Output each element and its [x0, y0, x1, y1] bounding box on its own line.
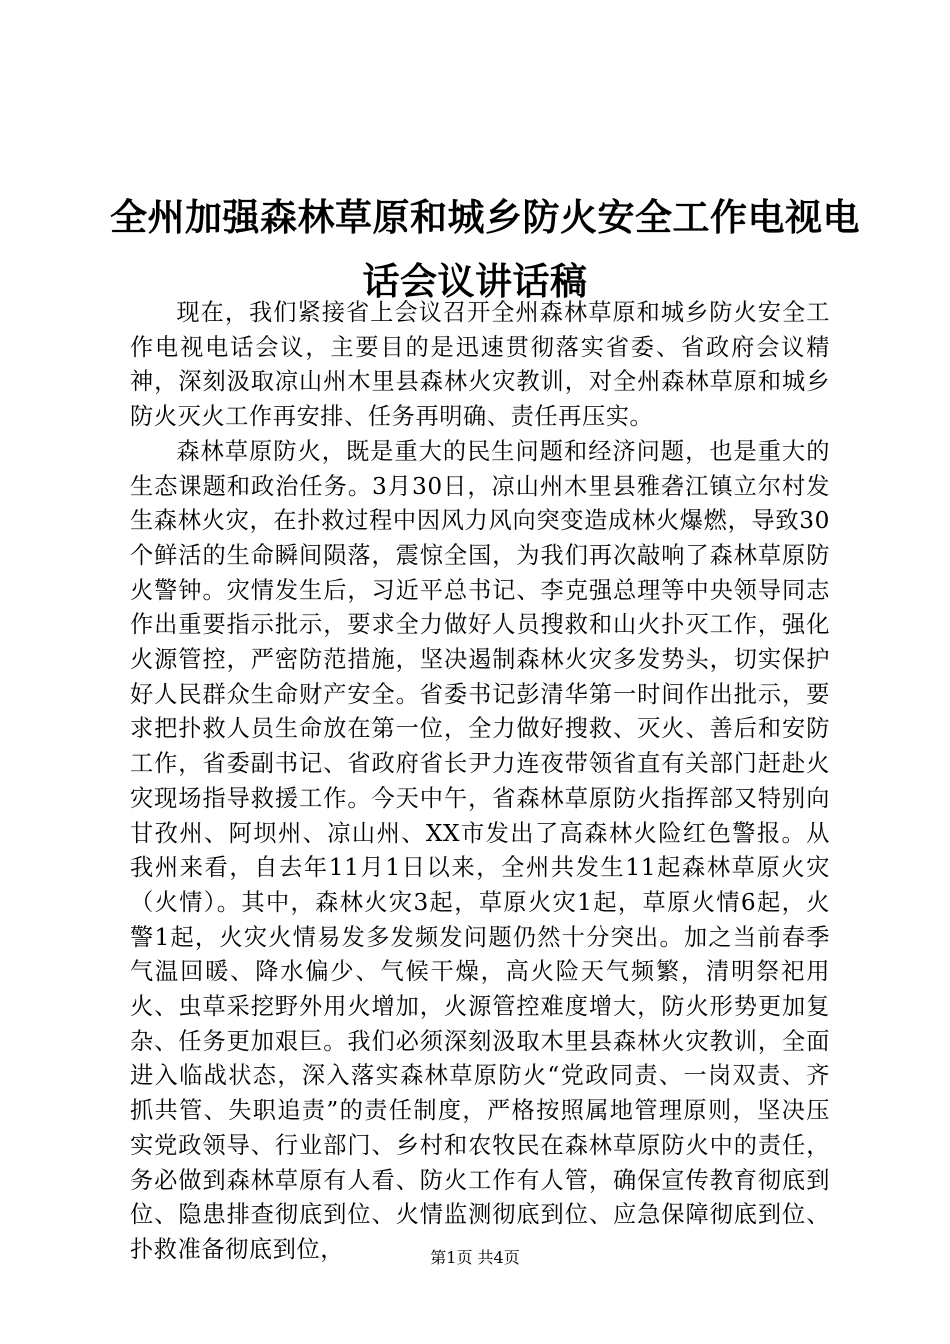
- paragraph-2: 森林草原防火，既是重大的民生问题和经济问题，也是重大的生态课题和政治任务。3月30日，凉山州木里县雅砻江镇立尔村发生森林火灾，在扑救过程中因风力风向突变造成林火爆燃，导致30个鲜活的生命瞬间陨落，震惊全国，为我们再次敲响了森林草原防火警钟。灾情发生后，习近平总书记、李克强总理等中央领导同志作出重要指示批示，要求全力做好人员搜救和山火扑灭工作，强化火源管控，严密防范措施，坚决遏制森林火灾多发势头，切实保护好人民群众生命财产安全。省委书记彭清华第一时间作出批示，要求把扑救人员生命放在第一位，全力做好搜救、灭火、善后和安防工作，省委副书记、省政府省长尹力连夜带领省直有关部门赶赴火灾现场指导救援工作。今天中午，省森林草原防火指挥部又特别向甘孜州、阿坝州、凉山州、XX市发出了高森林火险红色警报。从我州来看，自去年11月1日以来，全州共发生11起森林草原火灾（火情）。其中，森林火灾3起，草原火灾1起，草原火情6起，火警1起，火灾火情易发多发频发问题仍然十分突出。加之当前春季气温回暖、降水偏少、气候干燥，高火险天气频繁，清明祭祀用火、虫草采挖野外用火增加，火源管控难度增大，防火形势更加复杂、任务更加艰巨。我们必须深刻汲取木里县森林火灾教训，全面进入临战状态，深入落实森林草原防火“党政同责、一岗双责、齐抓共管、失职追责”的责任制度，严格按照属地管理原则，坚决压实党政领导、行业部门、乡村和农牧民在森林草原防火中的责任，务必做到森林草原有人看、防火工作有人管，确保宣传教育彻底到位、隐患排查彻底到位、火情监测彻底到位、应急保障彻底到位、扑救准备彻底到位，: [130, 437, 830, 1263]
- title-line-1: 全州加强森林草原和城乡防火安全工作电视电: [110, 196, 860, 239]
- paragraph-1: 现在，我们紧接省上会议召开全州森林草原和城乡防火安全工作电视电话会议，主要目的是迅速贯彻落实省委、省政府会议精神，深刻汲取凉山州木里县森林火灾教训，对全州森林草原和城乡防火灭火工作再安排、任务再明确、责任再压实。: [130, 299, 830, 431]
- page-number-footer: 第1页 共4页: [430, 1248, 520, 1267]
- document-title: [110, 186, 860, 314]
- title-line-2: 话会议讲话稿: [362, 260, 588, 303]
- document-body: [130, 296, 830, 1268]
